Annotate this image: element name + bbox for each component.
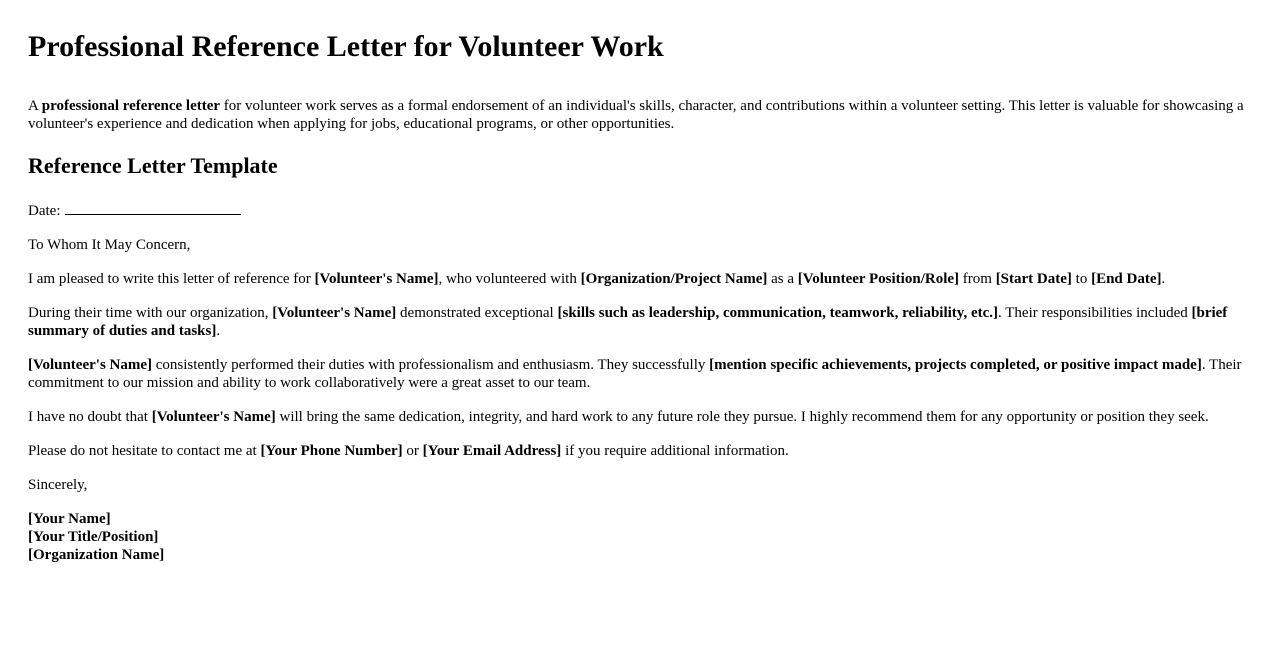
letter-paragraph-5 — [28, 442, 1250, 460]
signature-block — [28, 510, 1250, 564]
placeholder-skills: [skills such as leadership, communication, teamwork, reliability, etc.] — [557, 305, 999, 321]
text-run: , who volunteered with — [438, 271, 581, 287]
placeholder-duties: [brief summary of duties and tasks] — [28, 305, 1228, 339]
closing: Sincerely, — [28, 477, 88, 493]
placeholder-achievements: [mention specific achievements, projects completed, or positive impact made] — [709, 357, 1202, 373]
letter-paragraph-2 — [28, 304, 1250, 340]
text-run: if you require additional information. — [561, 443, 789, 459]
text-run: from — [959, 271, 996, 287]
placeholder-start-date: [Start Date] — [995, 271, 1072, 287]
text-run: During their time with our organization, — [28, 305, 273, 321]
signature-name-text: [Your Name] — [28, 511, 111, 527]
intro-paragraph — [28, 97, 1250, 133]
text-run: . Their responsibilities included — [998, 305, 1192, 321]
signature-name — [28, 510, 1250, 528]
text-run: to — [1071, 271, 1092, 287]
text-run: demonstrated exceptional — [396, 305, 558, 321]
text-run: or — [402, 443, 423, 459]
letter-paragraph-4 — [28, 408, 1250, 426]
text-run: I have no doubt that — [28, 409, 152, 425]
placeholder-position: [Volunteer Position/Role] — [797, 271, 960, 287]
date-line — [28, 200, 1250, 220]
date-blank-line — [65, 200, 241, 215]
text-run: will bring the same dedication, integrity, and hard work to any future role they pursue. I highly recommend them for any opportunity or position they seek. — [275, 409, 1209, 425]
intro-bold-term: professional reference letter — [41, 98, 221, 114]
placeholder-organization: [Organization/Project Name] — [580, 271, 768, 287]
placeholder-phone: [Your Phone Number] — [260, 443, 403, 459]
placeholder-end-date: [End Date] — [1091, 271, 1162, 287]
text-run: Please do not hesitate to contact me at — [28, 443, 261, 459]
text-run: consistently performed their duties with professionalism and enthusiasm. They successfully — [152, 357, 710, 373]
placeholder-volunteer-name: [Volunteer's Name] — [272, 305, 397, 321]
letter-paragraph-1 — [28, 270, 1250, 288]
text-run: I am pleased to write this letter of reference for — [28, 271, 315, 287]
placeholder-volunteer-name: [Volunteer's Name] — [28, 357, 153, 373]
intro-text-pre: A — [28, 98, 42, 114]
page-title: Professional Reference Letter for Volunteer Work — [28, 30, 664, 63]
text-run: . — [1161, 271, 1166, 287]
section-title: Reference Letter Template — [28, 153, 278, 178]
signature-title — [28, 528, 1250, 546]
letter-paragraph-3 — [28, 356, 1250, 392]
placeholder-email: [Your Email Address] — [422, 443, 562, 459]
placeholder-volunteer-name: [Volunteer's Name] — [151, 409, 276, 425]
date-label: Date: — [28, 203, 65, 219]
text-run: as a — [767, 271, 798, 287]
text-run: . — [216, 323, 221, 339]
placeholder-volunteer-name: [Volunteer's Name] — [314, 271, 439, 287]
signature-organization-text: [Organization Name] — [28, 547, 165, 563]
intro-text-post: for volunteer work serves as a formal endorsement of an individual's skills, character, and contributions within a volunteer setting. This letter is valuable for showcasing a volunteer's experience and dedication when applying for jobs, educational programs, or other opportunities. — [28, 98, 1244, 132]
text-run: . Their commitment to our mission and ability to work collaboratively were a great asset to our team. — [28, 357, 1242, 391]
signature-title-text: [Your Title/Position] — [28, 529, 159, 545]
signature-organization — [28, 546, 1250, 564]
salutation: To Whom It May Concern, — [28, 237, 191, 253]
